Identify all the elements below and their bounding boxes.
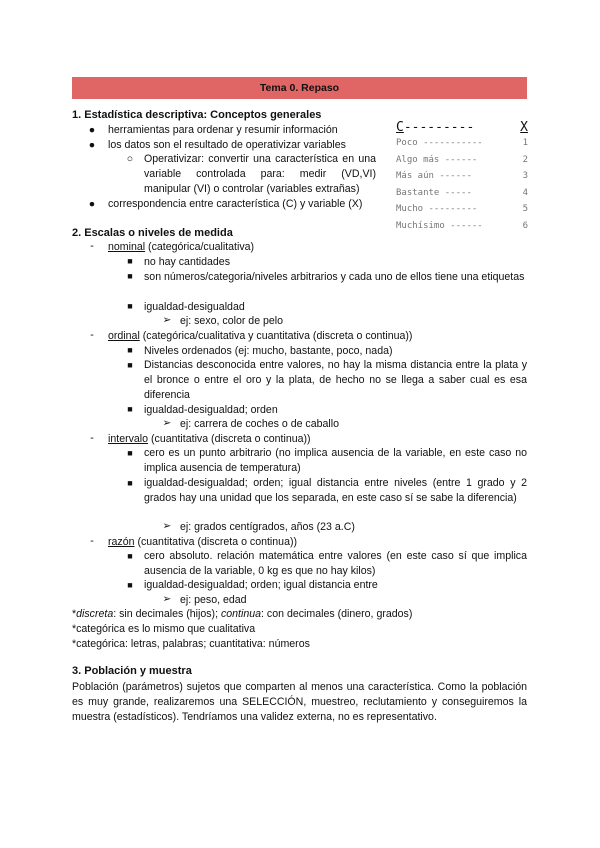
note-categorica-cualitativa: *categórica es lo mismo que cualitativa: [72, 623, 256, 635]
razon-item-1: cero absoluto. relación matemática entre valores (en este caso sí que implica ausencia de la variable, 0 kg es que no hay kilos): [144, 550, 527, 577]
bullet-arrow-icon: ➢: [162, 417, 172, 429]
table-row-label: Poco -----------: [396, 138, 483, 148]
bullet-circle-icon: ○: [126, 153, 134, 165]
nominal-item-1: no hay cantidades: [144, 256, 230, 268]
ordinal-item-1: Niveles ordenados (ej: mucho, bastante, poco, nada): [144, 345, 393, 357]
bullet-square-icon: ■: [127, 478, 133, 488]
section-3-paragraph: Población (parámetros) sujetos que comparten al menos una característica. Como la población es muy grande, realizaremos una SELECCIÓN, muestreo, reclutamiento y conseguiremos la muestra (estadísticos). Tendríamos una validez externa, no es representativo.: [72, 681, 527, 723]
table-row: [396, 138, 530, 155]
nominal-item-2: son números/categoria/niveles arbitrarios y cada uno de ellos tiene una etiquetas: [144, 271, 525, 283]
bullet-dash-icon: -: [90, 535, 94, 547]
table-row: [396, 221, 530, 238]
bullet-dot-icon: ●: [88, 124, 96, 136]
s1-item-1: herramientas para ordenar y resumir información: [108, 124, 338, 136]
nominal-example: ej: sexo, color de pelo: [180, 315, 284, 327]
note-discreta-continua: *discreta: sin decimales (hijos); continua: con decimales (dinero, grados): [72, 608, 413, 620]
table-header: [396, 120, 530, 138]
bullet-dot-icon: ●: [88, 139, 96, 151]
bullet-arrow-icon: ➢: [162, 520, 172, 532]
razon-item-2: igualdad-desigualdad; orden; igual distancia entre: [144, 579, 378, 591]
bullet-dash-icon: -: [90, 240, 94, 252]
note-categorica-cuantitativa: *categórica: letras, palabras; cuantitativa: números: [72, 638, 310, 650]
bullet-square-icon: ■: [127, 271, 133, 281]
s1-item-2: los datos son el resultado de operativizar variables: [108, 139, 346, 151]
scale-razon: razón (cuantitativa (discreta o continua)): [108, 536, 298, 548]
table-row-label: Bastante -----: [396, 187, 472, 198]
table-col-x: X: [520, 120, 528, 135]
ordinal-example: ej: carrera de coches o de caballo: [180, 418, 339, 430]
scale-intervalo: intervalo (cuantitativa (discreta o continua)): [108, 433, 311, 445]
table-row-value: 2: [522, 154, 528, 165]
intervalo-item-1: cero es un punto arbitrario (no implica ausencia de la variable, en este caso no implica ausencia de temperatura): [144, 447, 527, 474]
bullet-square-icon: ■: [127, 301, 133, 311]
section-3-heading: 3. Población y muestra: [72, 665, 192, 677]
bullet-dash-icon: -: [90, 329, 94, 341]
nominal-item-3: igualdad-desigualdad: [144, 301, 245, 313]
bullet-square-icon: ■: [127, 448, 133, 458]
document-title: Tema 0. Repaso: [259, 82, 340, 94]
table-row-value: 1: [522, 138, 528, 148]
s1-subitem-operativizar: Operativizar: convertir una característica en una variable controlada para: medir (VD,VI) manipular (VI) o controlar (variables extrañas): [144, 153, 376, 195]
document-title-bar: [72, 77, 527, 99]
scale-ordinal: ordinal (categórica/cualitativa y cuantitativa (discreta o continua)): [108, 330, 413, 342]
bullet-dot-icon: ●: [88, 198, 96, 210]
scale-nominal: nominal (categórica/cualitativa): [108, 241, 255, 253]
ordinal-item-2: Distancias desconocida entre valores, no hay la misma distancia entre la plata y el bronce o entre el oro y la plata, de hecho no se llega a saber cual es esa diferencia: [144, 359, 527, 401]
bullet-square-icon: ■: [127, 360, 133, 370]
bullet-square-icon: ■: [127, 256, 133, 266]
bullet-arrow-icon: ➢: [162, 314, 172, 326]
table-row-value: 4: [522, 187, 528, 198]
table-col-c: C---------: [396, 120, 475, 135]
bullet-arrow-icon: ➢: [162, 593, 172, 605]
intervalo-item-2: igualdad-desigualdad; orden; igual distancia entre niveles (entre 1 grado y 2 grados hay una unidad que los separada, en este caso sí se sabe la diferencia): [144, 477, 527, 504]
table-row-value: 6: [522, 220, 528, 231]
table-row: [396, 188, 530, 205]
table-row: [396, 155, 530, 172]
table-row: [396, 171, 530, 188]
bullet-dash-icon: -: [90, 432, 94, 444]
table-row-label: Algo más ------: [396, 154, 478, 165]
section-1-heading: 1. Estadística descriptiva: Conceptos generales: [72, 109, 322, 121]
ordinal-item-3: igualdad-desigualdad; orden: [144, 404, 278, 416]
section-2-heading: 2. Escalas o niveles de medida: [72, 227, 233, 239]
bullet-square-icon: ■: [127, 345, 133, 355]
intervalo-example: ej: grados centígrados, años (23 a.C): [180, 521, 355, 533]
bullet-square-icon: ■: [127, 551, 133, 561]
table-row: [396, 204, 530, 221]
razon-example: ej: peso, edad: [180, 594, 247, 606]
table-row-value: 5: [522, 204, 528, 215]
characteristic-variable-table: [396, 120, 530, 238]
table-row-value: 3: [522, 171, 528, 182]
table-row-label: Muchísimo ------: [396, 220, 483, 231]
s1-item-3: correspondencia entre característica (C) y variable (X): [108, 198, 363, 210]
bullet-square-icon: ■: [127, 404, 133, 414]
bullet-square-icon: ■: [127, 580, 133, 590]
table-row-label: Más aún ------: [396, 171, 472, 182]
table-row-label: Mucho ---------: [396, 204, 478, 215]
